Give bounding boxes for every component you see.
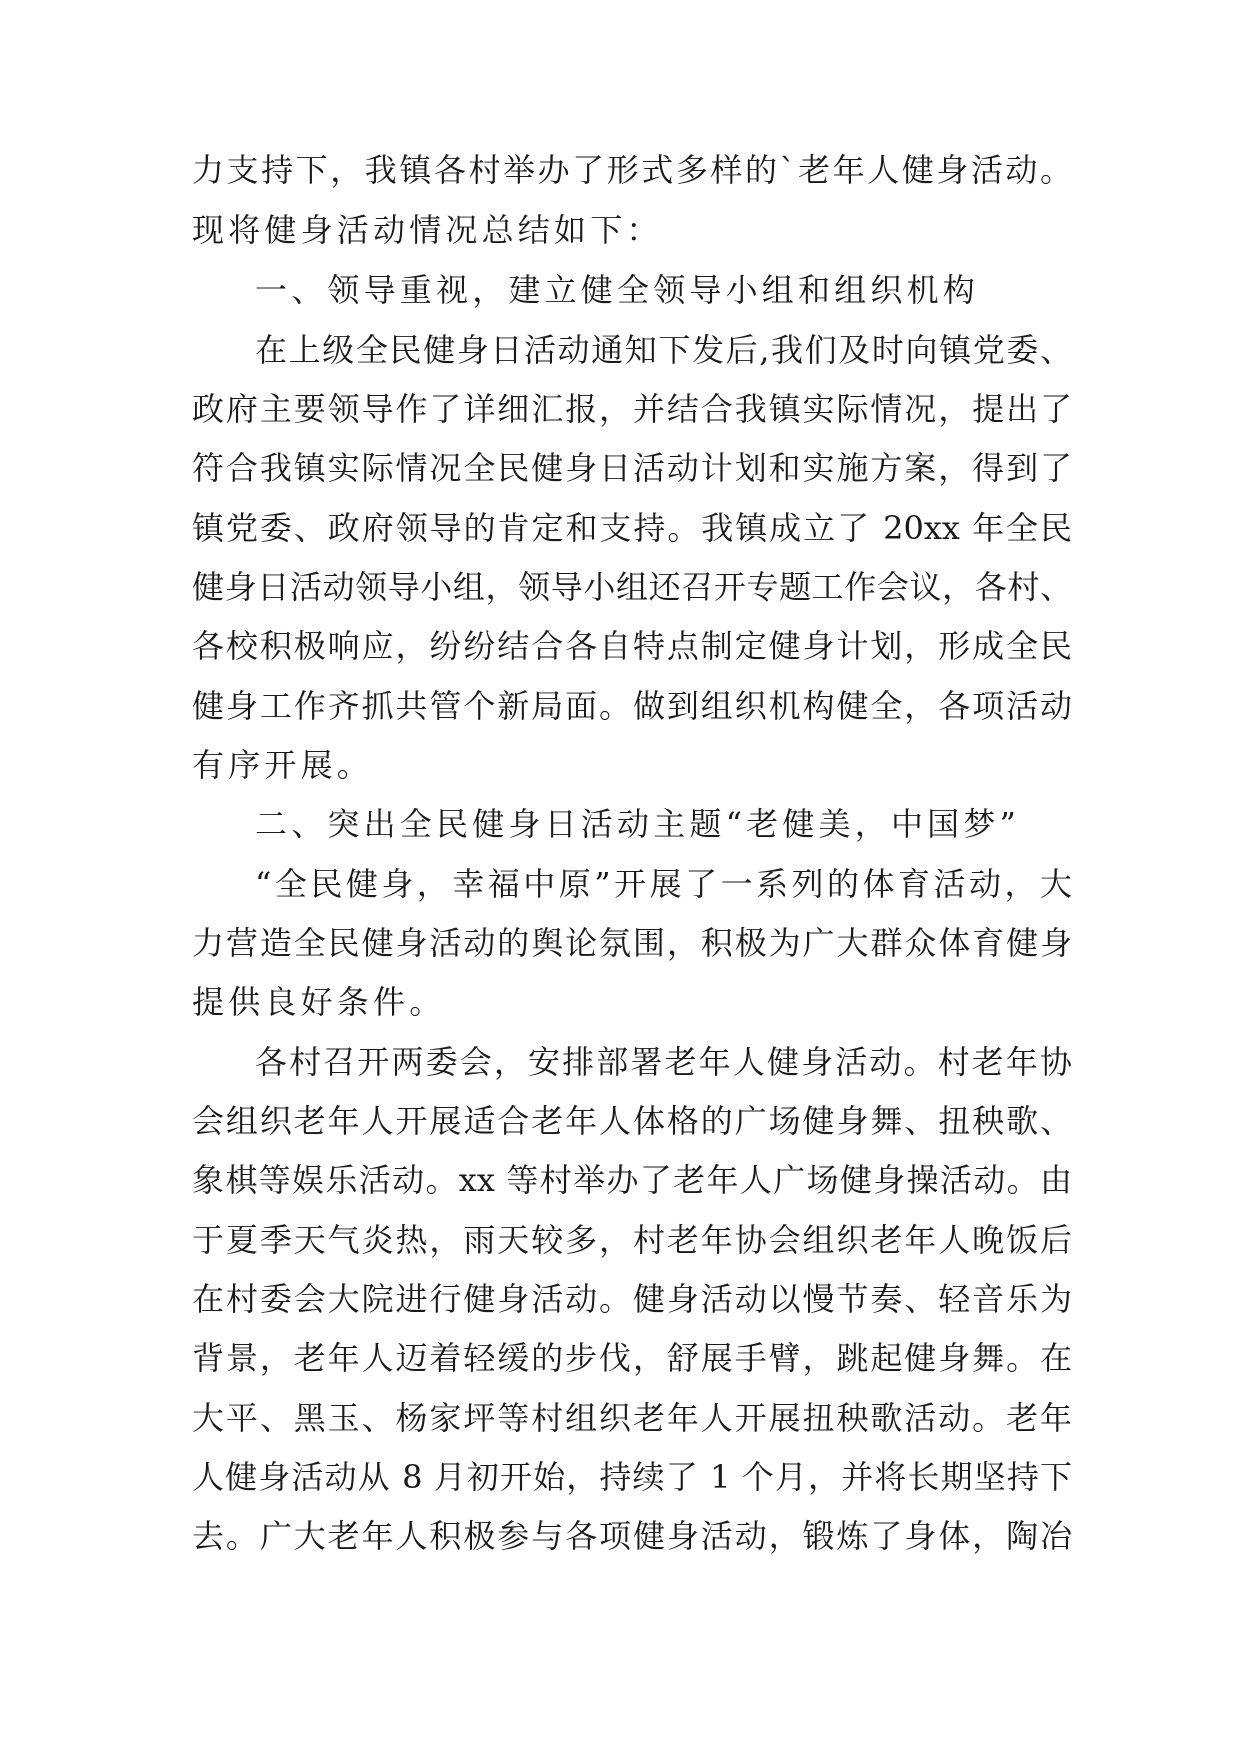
text-line: 各校积极响应，纷纷结合各自特点制定健身计划，形成全民	[192, 627, 1072, 665]
section-heading: 二、突出全民健身日活动主题“老健美，中国梦”	[255, 805, 1021, 843]
text-line: “全民健身，幸福中原”开展了一系列的体育活动，大	[255, 865, 1072, 903]
text-line: 在上级全民健身日活动通知下发后,我们及时向镇党委、	[255, 331, 1072, 369]
text-line: 政府主要领导作了详细汇报，并结合我镇实际情况，提出了	[192, 390, 1072, 428]
text-line: 力营造全民健身活动的舆论氛围，积极为广大群众体育健身	[192, 924, 1072, 962]
text-line: 符合我镇实际情况全民健身日活动计划和实施方案，得到了	[192, 449, 1072, 487]
text-line: 背景，老年人迈着轻缓的步伐，舒展手臂，跳起健身舞。在	[192, 1339, 1072, 1377]
text-line: 镇党委、政府领导的肯定和支持。我镇成立了 20xx 年全民	[192, 509, 1072, 547]
text-line: 象棋等娱乐活动。xx 等村举办了老年人广场健身操活动。由	[192, 1161, 1072, 1199]
text-line: 现将健身活动情况总结如下：	[192, 211, 663, 249]
text-line: 于夏季天气炎热，雨天较多，村老年协会组织老年人晚饭后	[192, 1221, 1072, 1259]
section-heading: 一、领导重视，建立健全领导小组和组织机构	[255, 271, 980, 309]
text-line: 健身日活动领导小组，领导小组还召开专题工作会议，各村、	[192, 568, 1072, 606]
text-line: 会组织老年人开展适合老年人体格的广场健身舞、扭秧歌、	[192, 1102, 1072, 1140]
text-line: 有序开展。	[192, 746, 374, 784]
text-line: 人健身活动从 8 月初开始，持续了 1 个月，并将长期坚持下	[192, 1458, 1072, 1496]
text-line: 各村召开两委会，安排部署老年人健身活动。村老年协	[255, 1043, 1072, 1081]
text-line: 力支持下，我镇各村举办了形式多样的`老年人健身活动。	[192, 151, 1072, 189]
text-line: 健身工作齐抓共管个新局面。做到组织机构健全，各项活动	[192, 687, 1072, 725]
text-line: 提供良好条件。	[192, 983, 446, 1021]
text-line: 在村委会大院进行健身活动。健身活动以慢节奏、轻音乐为	[192, 1280, 1072, 1318]
text-line: 去。广大老年人积极参与各项健身活动，锻炼了身体，陶冶	[192, 1517, 1072, 1555]
text-line: 大平、黑玉、杨家坪等村组织老年人开展扭秧歌活动。老年	[192, 1399, 1072, 1437]
